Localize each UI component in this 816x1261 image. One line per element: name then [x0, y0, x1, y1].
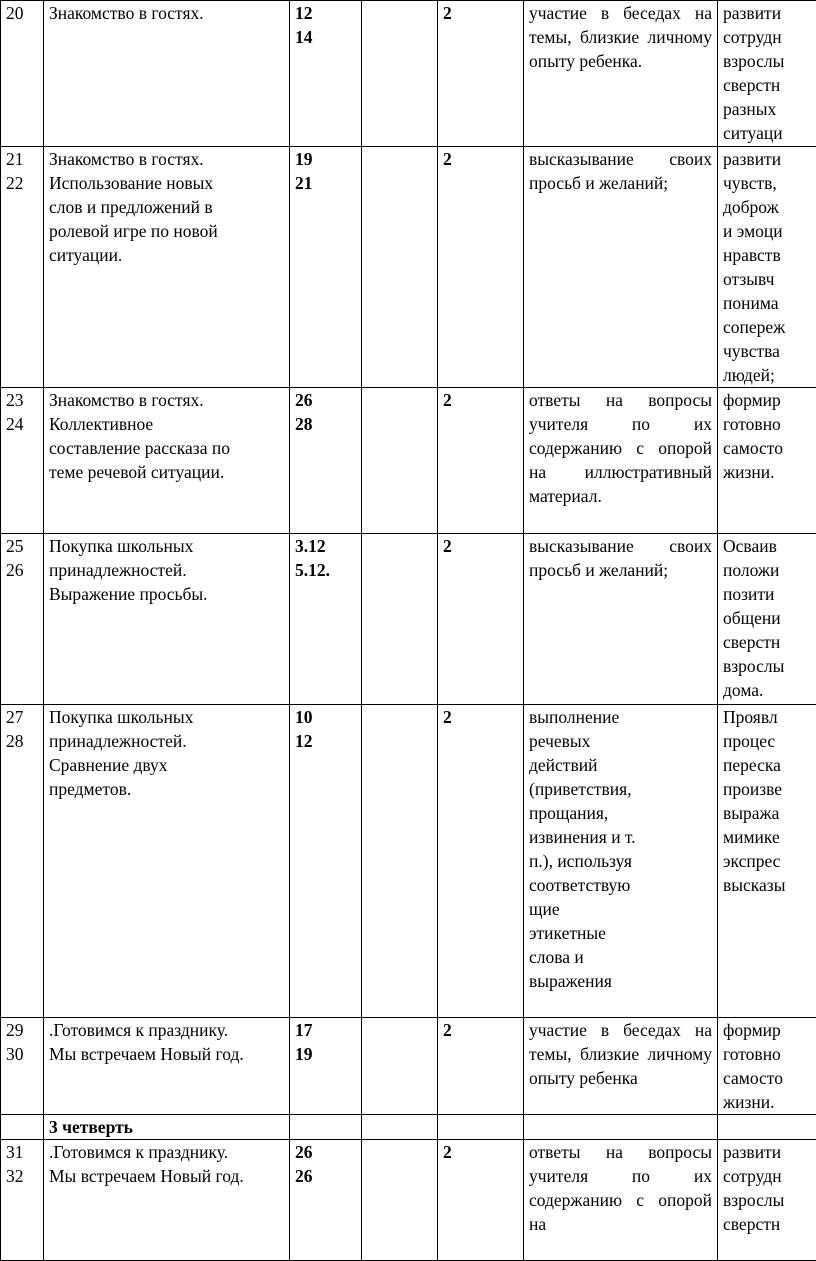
- table-row: [1, 534, 816, 705]
- lesson-result: развити сотрудн взрослы сверстн: [718, 1140, 816, 1261]
- table-row: [1, 1018, 816, 1115]
- table-row: [1, 147, 816, 388]
- lesson-activity: высказывание своих просьб и желаний;: [524, 534, 718, 705]
- empty-cell: [362, 1115, 438, 1140]
- lesson-activity: участие в беседах на темы, близкие личному опыту ребенка.: [524, 1, 718, 147]
- lesson-dates: 19 21: [290, 147, 362, 388]
- lesson-number: 29 30: [1, 1018, 44, 1115]
- empty-cell: [362, 534, 438, 705]
- lesson-activity: ответы на вопросы учителя по их содержанию с опорой на иллюстративный материал.: [524, 388, 718, 534]
- empty-cell: [362, 1018, 438, 1115]
- lesson-result: развити сотрудн взрослы сверстн разных ситуаци: [718, 1, 816, 147]
- lesson-topic: .Готовимся к празднику. Мы встречаем Новый год.: [44, 1140, 290, 1261]
- lesson-result: Осваив положи позити общени сверстн взрослы дома.: [718, 534, 816, 705]
- lesson-hours: 2: [438, 534, 524, 705]
- lesson-hours: 2: [438, 705, 524, 1018]
- table-row: [1, 705, 816, 1018]
- lesson-result: формир готовно самосто жизни.: [718, 388, 816, 534]
- empty-cell: [290, 1115, 362, 1140]
- lesson-topic: Знакомство в гостях. Коллективное составление рассказа по теме речевой ситуации.: [44, 388, 290, 534]
- lesson-number: 21 22: [1, 147, 44, 388]
- lesson-topic: Знакомство в гостях.: [44, 1, 290, 147]
- lesson-number: 25 26: [1, 534, 44, 705]
- empty-cell: [362, 1140, 438, 1261]
- lesson-hours: 2: [438, 147, 524, 388]
- lesson-result: развити чувств, доброж и эмоци нравств отзывч понима сопереж чувства людей;: [718, 147, 816, 388]
- lesson-activity: ответы на вопросы учителя по их содержанию с опорой на: [524, 1140, 718, 1261]
- table-row: [1, 1, 816, 147]
- empty-cell: [362, 705, 438, 1018]
- lesson-topic: .Готовимся к празднику. Мы встречаем Новый год.: [44, 1018, 290, 1115]
- lesson-dates: 26 26: [290, 1140, 362, 1261]
- table-row: [1, 1140, 816, 1261]
- lesson-hours: 2: [438, 1140, 524, 1261]
- empty-cell: [362, 147, 438, 388]
- lesson-hours: 2: [438, 388, 524, 534]
- lesson-activity: высказывание своих просьб и желаний;: [524, 147, 718, 388]
- lesson-result: Проявл процес переска произве выража мимике экспрес высказы: [718, 705, 816, 1018]
- table-row: [1, 388, 816, 534]
- empty-cell: [362, 388, 438, 534]
- lesson-number: 31 32: [1, 1140, 44, 1261]
- lesson-topic: Покупка школьных принадлежностей. Сравнение двух предметов.: [44, 705, 290, 1018]
- lesson-topic: Знакомство в гостях. Использование новых слов и предложений в ролевой игре по новой ситуации.: [44, 147, 290, 388]
- empty-cell: [362, 1, 438, 147]
- empty-cell: [718, 1115, 816, 1140]
- lesson-topic: Покупка школьных принадлежностей. Выражение просьбы.: [44, 534, 290, 705]
- lesson-dates: 17 19: [290, 1018, 362, 1115]
- quarter-heading: 3 четверть: [44, 1115, 290, 1140]
- empty-cell: [438, 1115, 524, 1140]
- lesson-hours: 2: [438, 1018, 524, 1115]
- lesson-activity: участие в беседах на темы, близкие личному опыту ребенка: [524, 1018, 718, 1115]
- lesson-result: формир готовно самосто жизни.: [718, 1018, 816, 1115]
- lesson-dates: 3.12 5.12.: [290, 534, 362, 705]
- empty-cell: [524, 1115, 718, 1140]
- quarter-row: [1, 1115, 816, 1140]
- lesson-dates: 26 28: [290, 388, 362, 534]
- lesson-hours: 2: [438, 1, 524, 147]
- lesson-number: 27 28: [1, 705, 44, 1018]
- lesson-dates: 12 14: [290, 1, 362, 147]
- empty-cell: [1, 1115, 44, 1140]
- lesson-dates: 10 12: [290, 705, 362, 1018]
- lesson-number: 23 24: [1, 388, 44, 534]
- lesson-activity: выполнение речевых действий (приветствия, прощания, извинения и т. п.), используя соответствую щие этикетные слова и выражения: [524, 705, 718, 1018]
- lesson-number: 20: [1, 1, 44, 147]
